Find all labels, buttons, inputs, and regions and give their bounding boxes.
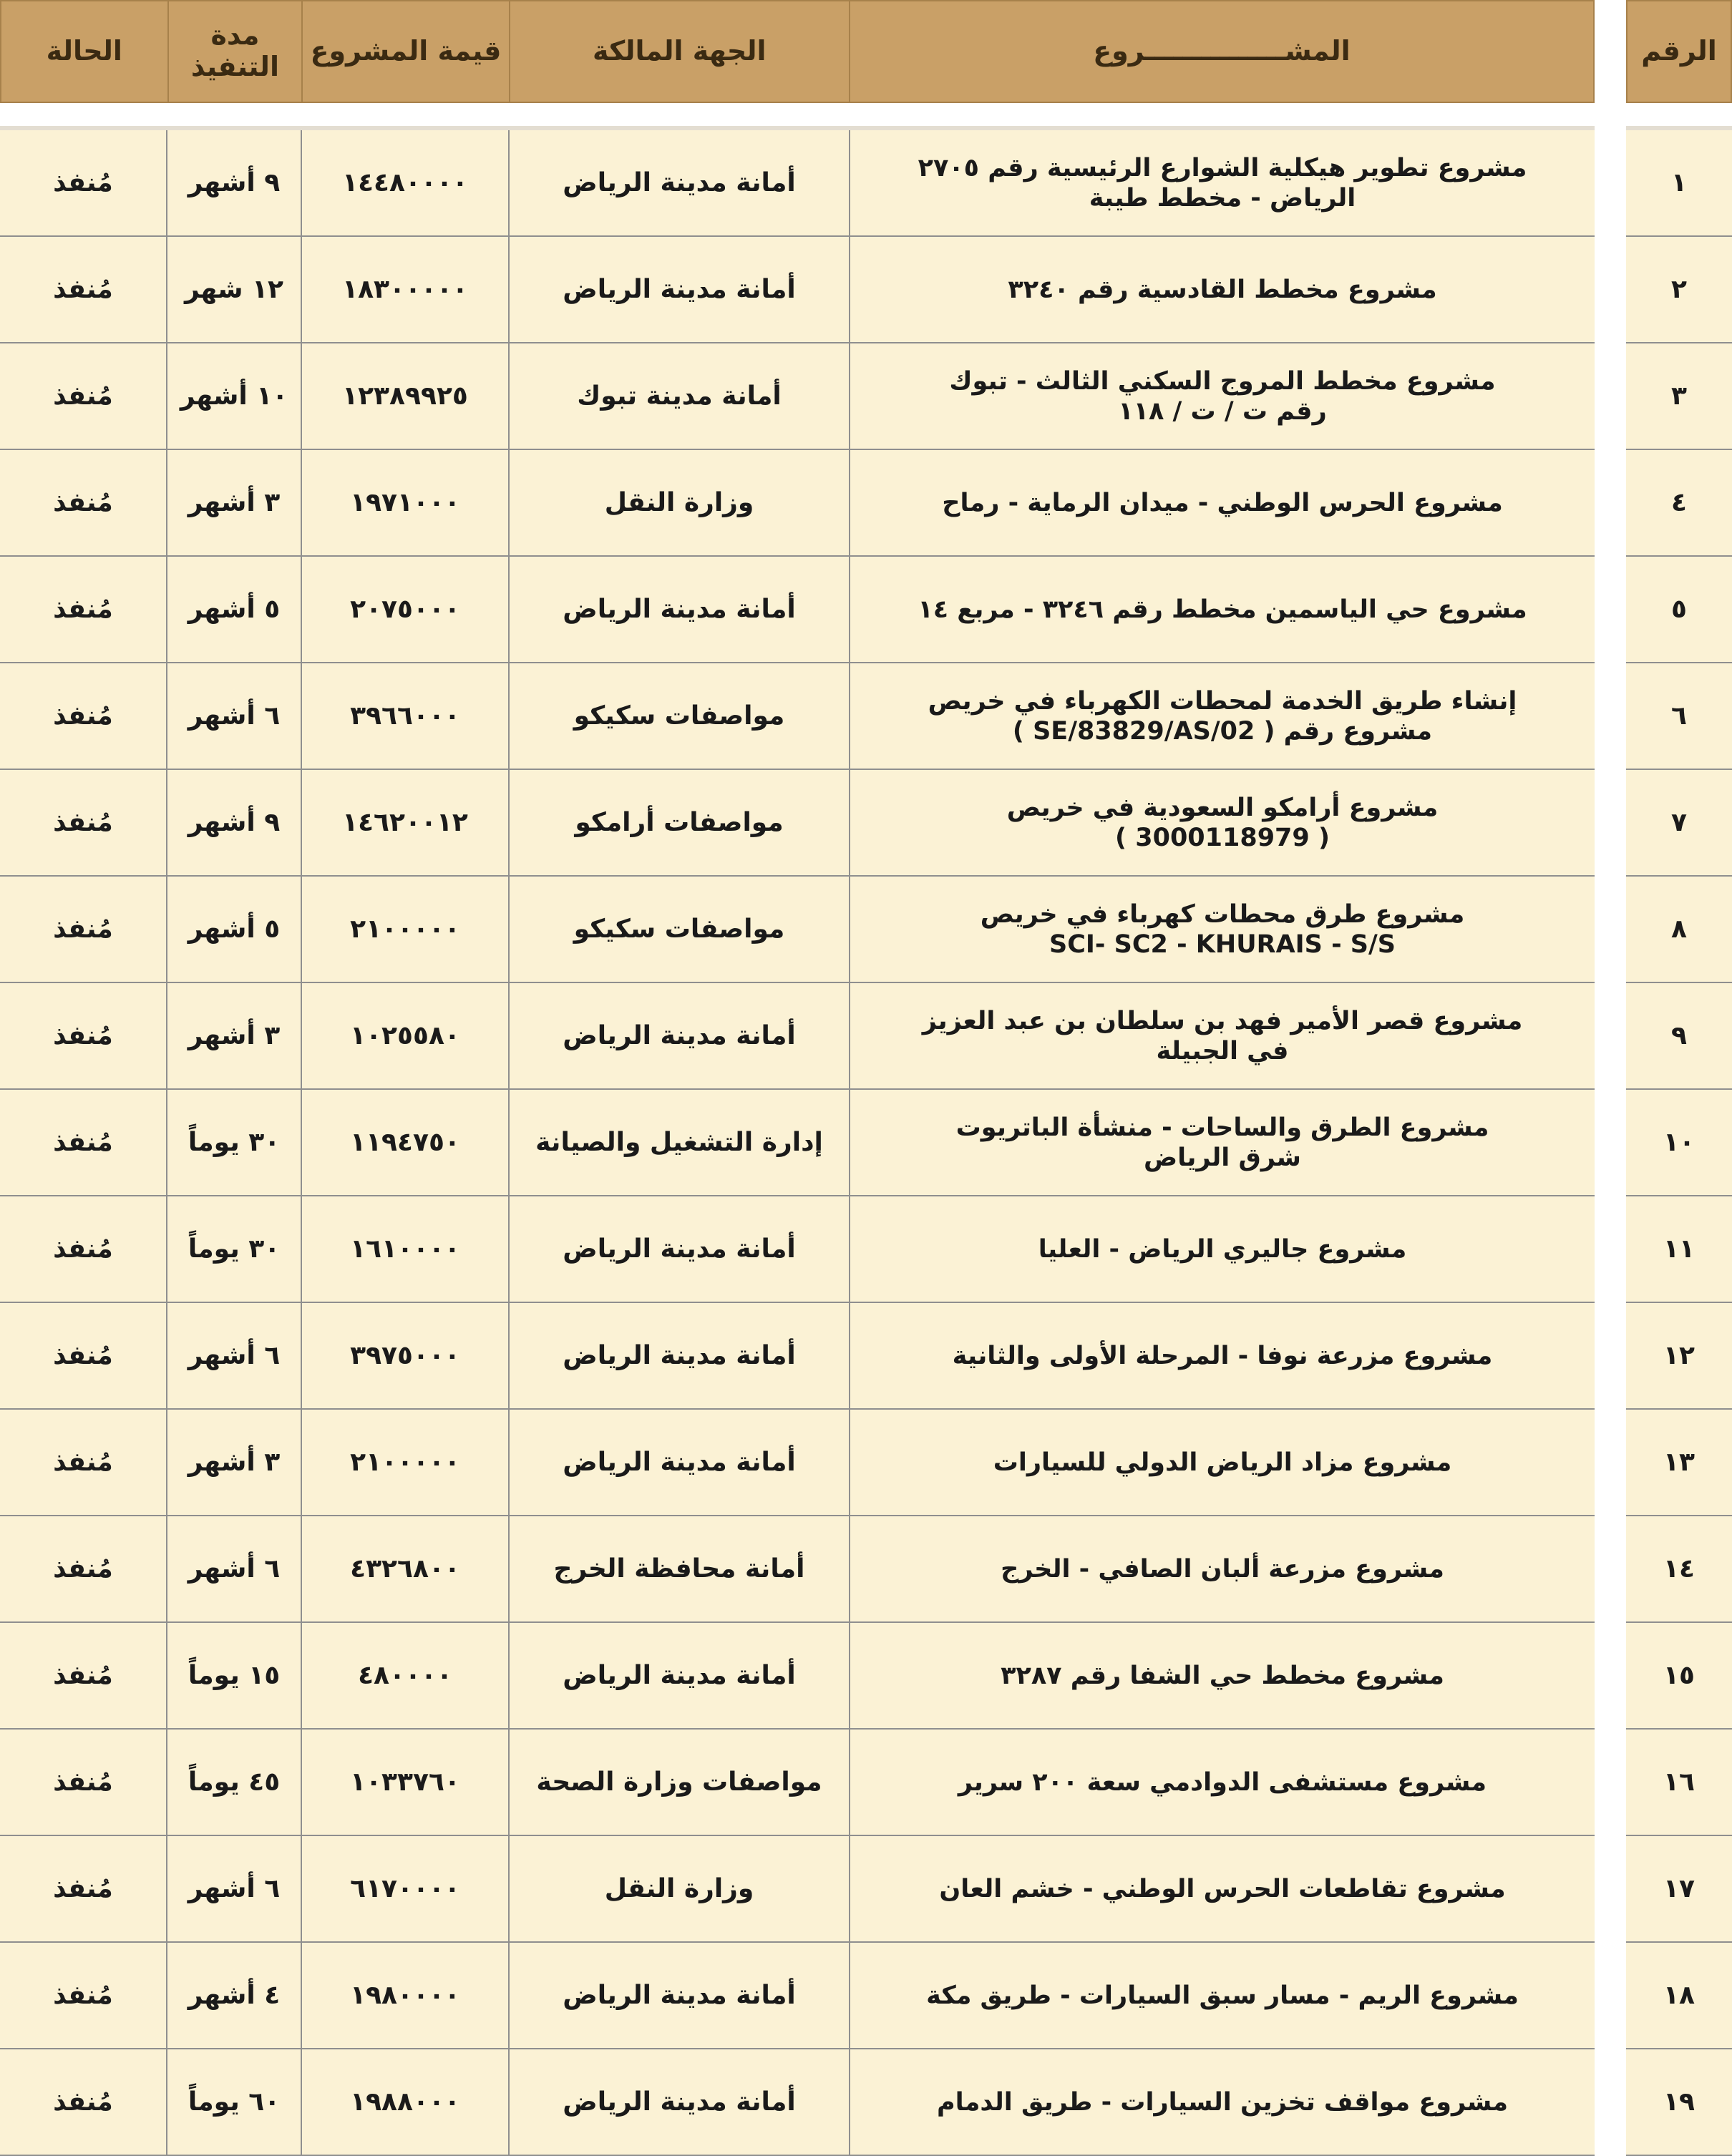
value-cell: ١٨٣٠٠٠٠٠ <box>301 237 508 342</box>
owner-cell: أمانة مدينة الرياض <box>508 557 849 662</box>
project-line-1: مشروع الريم - مسار سبق السيارات - طريق مكة <box>926 1981 1519 2010</box>
table-row <box>0 1196 1595 1303</box>
project-cell <box>849 1836 1595 1941</box>
row-number-cell: ١٥ <box>1626 1623 1732 1730</box>
project-line-1: مشروع مخطط المروج السكني الثالث - تبوك <box>949 366 1496 396</box>
status-cell: مُنفذ <box>0 450 166 555</box>
header-project: المشـــــــــــــــروع <box>849 1 1593 102</box>
table-row <box>0 1303 1595 1410</box>
project-cell <box>849 343 1595 449</box>
owner-cell: أمانة مدينة الرياض <box>508 1410 849 1515</box>
row-number-cell: ١٨ <box>1626 1943 1732 2049</box>
row-number-cell: ٨ <box>1626 877 1732 983</box>
duration-cell: ٤ أشهر <box>166 1943 301 2048</box>
project-cell <box>849 983 1595 1088</box>
duration-cell: ٦ أشهر <box>166 663 301 769</box>
project-line-1: مشروع طرق محطات كهرباء في خريص <box>980 899 1465 929</box>
owner-cell: أمانة مدينة الرياض <box>508 983 849 1088</box>
owner-cell: أمانة محافظة الخرج <box>508 1516 849 1621</box>
status-cell: مُنفذ <box>0 663 166 769</box>
project-cell <box>849 237 1595 342</box>
value-cell: ١٩٧١٠٠٠ <box>301 450 508 555</box>
value-cell: ١٠٣٣٧٦٠ <box>301 1730 508 1835</box>
row-number-cell: ١٦ <box>1626 1730 1732 1836</box>
duration-cell: ١٠ أشهر <box>166 343 301 449</box>
owner-cell: أمانة مدينة الرياض <box>508 1623 849 1728</box>
project-line-1: مشروع مستشفى الدوادمي سعة ٢٠٠ سرير <box>958 1767 1487 1797</box>
status-cell: مُنفذ <box>0 2049 166 2155</box>
project-line-2: مشروع رقم ( SE/83829/AS/02 ) <box>1012 716 1433 746</box>
project-line-2: ( 3000118979 ) <box>1115 823 1330 852</box>
project-cell <box>849 877 1595 982</box>
row-number-cell: ١٢ <box>1626 1303 1732 1410</box>
duration-cell: ١٢ شهر <box>166 237 301 342</box>
project-line-2: رقم ت / ت / ١١٨ <box>1118 396 1327 426</box>
status-cell: مُنفذ <box>0 1836 166 1941</box>
duration-cell: ٥ أشهر <box>166 877 301 982</box>
project-line-1: مشروع أرامكو السعودية في خريص <box>1006 793 1439 822</box>
project-line-2: في الجبيلة <box>1156 1036 1289 1065</box>
owner-cell: وزارة النقل <box>508 1836 849 1941</box>
table-row <box>0 1836 1595 1943</box>
table-row <box>0 1730 1595 1836</box>
value-cell: ١١٩٤٧٥٠ <box>301 1090 508 1195</box>
value-cell: ١٦١٠٠٠٠ <box>301 1196 508 1302</box>
status-cell: مُنفذ <box>0 1623 166 1728</box>
header-duration-line-2: التنفيذ <box>190 51 279 82</box>
header-value: قيمة المشروع <box>301 1 508 102</box>
status-cell: مُنفذ <box>0 1303 166 1408</box>
owner-cell: أمانة مدينة الرياض <box>508 237 849 342</box>
table-row <box>0 1623 1595 1730</box>
duration-cell: ٣٠ يوماً <box>166 1090 301 1195</box>
duration-cell: ٣ أشهر <box>166 983 301 1088</box>
project-cell <box>849 1516 1595 1621</box>
project-cell <box>849 557 1595 662</box>
header-status: الحالة <box>46 35 122 67</box>
value-cell: ٢١٠٠٠٠٠ <box>301 877 508 982</box>
status-cell: مُنفذ <box>0 983 166 1088</box>
row-number-cell: ١٩ <box>1626 2049 1732 2156</box>
row-number-cell: ١١ <box>1626 1196 1732 1303</box>
value-cell: ٢١٠٠٠٠٠ <box>301 1410 508 1515</box>
project-line-1: إنشاء طريق الخدمة لمحطات الكهرباء في خريص <box>928 686 1517 716</box>
owner-cell: أمانة مدينة الرياض <box>508 1303 849 1408</box>
status-cell: مُنفذ <box>0 1410 166 1515</box>
value-cell: ١٢٣٨٩٩٢٥ <box>301 343 508 449</box>
table-row <box>0 877 1595 983</box>
row-number-cell: ١٤ <box>1626 1516 1732 1623</box>
value-cell: ٢٠٧٥٠٠٠ <box>301 557 508 662</box>
table-row <box>0 663 1595 770</box>
project-line-1: مشروع الحرس الوطني - ميدان الرماية - رماح <box>942 488 1503 517</box>
row-number-cell: ١٧ <box>1626 1836 1732 1943</box>
value-cell: ٣٩٦٦٠٠٠ <box>301 663 508 769</box>
value-cell: ١٠٢٥٥٨٠ <box>301 983 508 1088</box>
row-number-cell: ٥ <box>1626 557 1732 663</box>
owner-cell: وزارة النقل <box>508 450 849 555</box>
header-owner: الجهة المالكة <box>509 1 849 102</box>
project-line-1: مشروع تقاطعات الحرس الوطني - خشم العان <box>939 1874 1506 1903</box>
owner-cell: إدارة التشغيل والصيانة <box>508 1090 849 1195</box>
row-number-cell: ٦ <box>1626 663 1732 770</box>
table-header <box>0 0 1595 103</box>
owner-cell: أمانة مدينة الرياض <box>508 2049 849 2155</box>
duration-cell: ١٥ يوماً <box>166 1623 301 1728</box>
table-row <box>0 1410 1595 1516</box>
project-cell <box>849 770 1595 875</box>
table-row <box>0 130 1595 237</box>
project-cell <box>849 1623 1595 1728</box>
table-row <box>0 1943 1595 2049</box>
table-row <box>0 1090 1595 1196</box>
owner-cell: مواصفات سكيكو <box>508 877 849 982</box>
project-line-1: مشروع تطوير هيكلية الشوارع الرئيسية رقم ٢٧٠٥ <box>918 153 1527 182</box>
status-cell: مُنفذ <box>0 237 166 342</box>
project-line-1: مشروع الطرق والساحات - منشأة الباتريوت <box>955 1113 1489 1142</box>
project-line-1: مشروع مزرعة ألبان الصافي - الخرج <box>1001 1554 1444 1584</box>
owner-cell: أمانة مدينة الرياض <box>508 1196 849 1302</box>
project-cell <box>849 1943 1595 2048</box>
status-cell: مُنفذ <box>0 343 166 449</box>
row-number-cell: ١٣ <box>1626 1410 1732 1516</box>
value-cell: ٤٣٢٦٨٠٠ <box>301 1516 508 1621</box>
project-line-1: مشروع مخطط حي الشفا رقم ٣٢٨٧ <box>1001 1661 1444 1690</box>
project-cell <box>849 450 1595 555</box>
project-line-2: شرق الرياض <box>1144 1143 1301 1172</box>
project-cell <box>849 1090 1595 1195</box>
table-row <box>0 450 1595 557</box>
project-line-1: مشروع قصر الأمير فهد بن سلطان بن عبد العزيز <box>922 1006 1523 1035</box>
owner-cell: مواصفات وزارة الصحة <box>508 1730 849 1835</box>
value-cell: ١٤٤٨٠٠٠٠ <box>301 130 508 235</box>
status-cell: مُنفذ <box>0 557 166 662</box>
row-number-cell: ٩ <box>1626 983 1732 1090</box>
value-cell: ١٤٦٢٠٠١٢ <box>301 770 508 875</box>
duration-cell: ٤٥ يوماً <box>166 1730 301 1835</box>
project-cell <box>849 130 1595 235</box>
duration-cell: ٦ أشهر <box>166 1303 301 1408</box>
status-cell: مُنفذ <box>0 1943 166 2048</box>
project-line-1: مشروع مزاد الرياض الدولي للسيارات <box>993 1448 1452 1477</box>
project-cell <box>849 1730 1595 1835</box>
number-header <box>1626 0 1732 103</box>
owner-cell: أمانة مدينة الرياض <box>508 130 849 235</box>
project-cell <box>849 1410 1595 1515</box>
duration-cell: ٦ أشهر <box>166 1836 301 1941</box>
table-row <box>0 983 1595 1090</box>
table-row <box>0 1516 1595 1623</box>
owner-cell: مواصفات أرامكو <box>508 770 849 875</box>
value-cell: ٦١٧٠٠٠٠ <box>301 1836 508 1941</box>
project-line-1: مشروع جاليري الرياض - العليا <box>1038 1234 1407 1264</box>
duration-cell: ٦ أشهر <box>166 1516 301 1621</box>
project-line-1: مشروع حي الياسمين مخطط رقم ٣٢٤٦ - مربع ١٤ <box>918 595 1527 624</box>
table-row <box>0 770 1595 877</box>
status-cell: مُنفذ <box>0 130 166 235</box>
value-cell: ١٩٨٠٠٠٠ <box>301 1943 508 2048</box>
status-cell: مُنفذ <box>0 1090 166 1195</box>
status-cell: مُنفذ <box>0 877 166 982</box>
duration-cell: ٣ أشهر <box>166 450 301 555</box>
status-cell: مُنفذ <box>0 770 166 875</box>
number-column <box>1626 126 1732 2147</box>
owner-cell: مواصفات سكيكو <box>508 663 849 769</box>
header-duration-line-1: مدة <box>210 19 260 52</box>
row-number-cell: ٣ <box>1626 343 1732 450</box>
projects-table <box>0 126 1595 2147</box>
status-cell: مُنفذ <box>0 1196 166 1302</box>
owner-cell: أمانة مدينة تبوك <box>508 343 849 449</box>
status-cell: مُنفذ <box>0 1516 166 1621</box>
duration-cell: ٦٠ يوماً <box>166 2049 301 2155</box>
row-number-cell: ٤ <box>1626 450 1732 557</box>
status-cell: مُنفذ <box>0 1730 166 1835</box>
project-cell <box>849 1196 1595 1302</box>
project-line-1: مشروع مخطط القادسية رقم ٣٢٤٠ <box>1008 275 1437 304</box>
duration-cell: ٣٠ يوماً <box>166 1196 301 1302</box>
duration-cell: ٩ أشهر <box>166 130 301 235</box>
value-cell: ١٩٨٨٠٠٠ <box>301 2049 508 2155</box>
header-number: الرقم <box>1641 35 1717 67</box>
row-number-cell: ٢ <box>1626 237 1732 343</box>
row-number-cell: ١ <box>1626 130 1732 237</box>
project-cell <box>849 1303 1595 1408</box>
table-row <box>0 2049 1595 2156</box>
project-line-1: مشروع مواقف تخزين السيارات - طريق الدمام <box>936 2087 1509 2117</box>
project-line-2: SCI- SC2 - KHURAIS - S/S <box>1049 930 1396 959</box>
table-row <box>0 557 1595 663</box>
row-number-cell: ١٠ <box>1626 1090 1732 1196</box>
table-row <box>0 343 1595 450</box>
project-line-2: الرياض - مخطط طيبة <box>1089 183 1356 213</box>
duration-cell: ٩ أشهر <box>166 770 301 875</box>
project-cell <box>849 663 1595 769</box>
duration-cell: ٥ أشهر <box>166 557 301 662</box>
project-line-1: مشروع مزرعة نوفا - المرحلة الأولى والثانية <box>952 1341 1493 1370</box>
value-cell: ٣٩٧٥٠٠٠ <box>301 1303 508 1408</box>
owner-cell: أمانة مدينة الرياض <box>508 1943 849 2048</box>
header-duration <box>167 1 302 102</box>
value-cell: ٤٨٠٠٠٠ <box>301 1623 508 1728</box>
table-row <box>0 237 1595 343</box>
duration-cell: ٣ أشهر <box>166 1410 301 1515</box>
project-cell <box>849 2049 1595 2155</box>
row-number-cell: ٧ <box>1626 770 1732 877</box>
